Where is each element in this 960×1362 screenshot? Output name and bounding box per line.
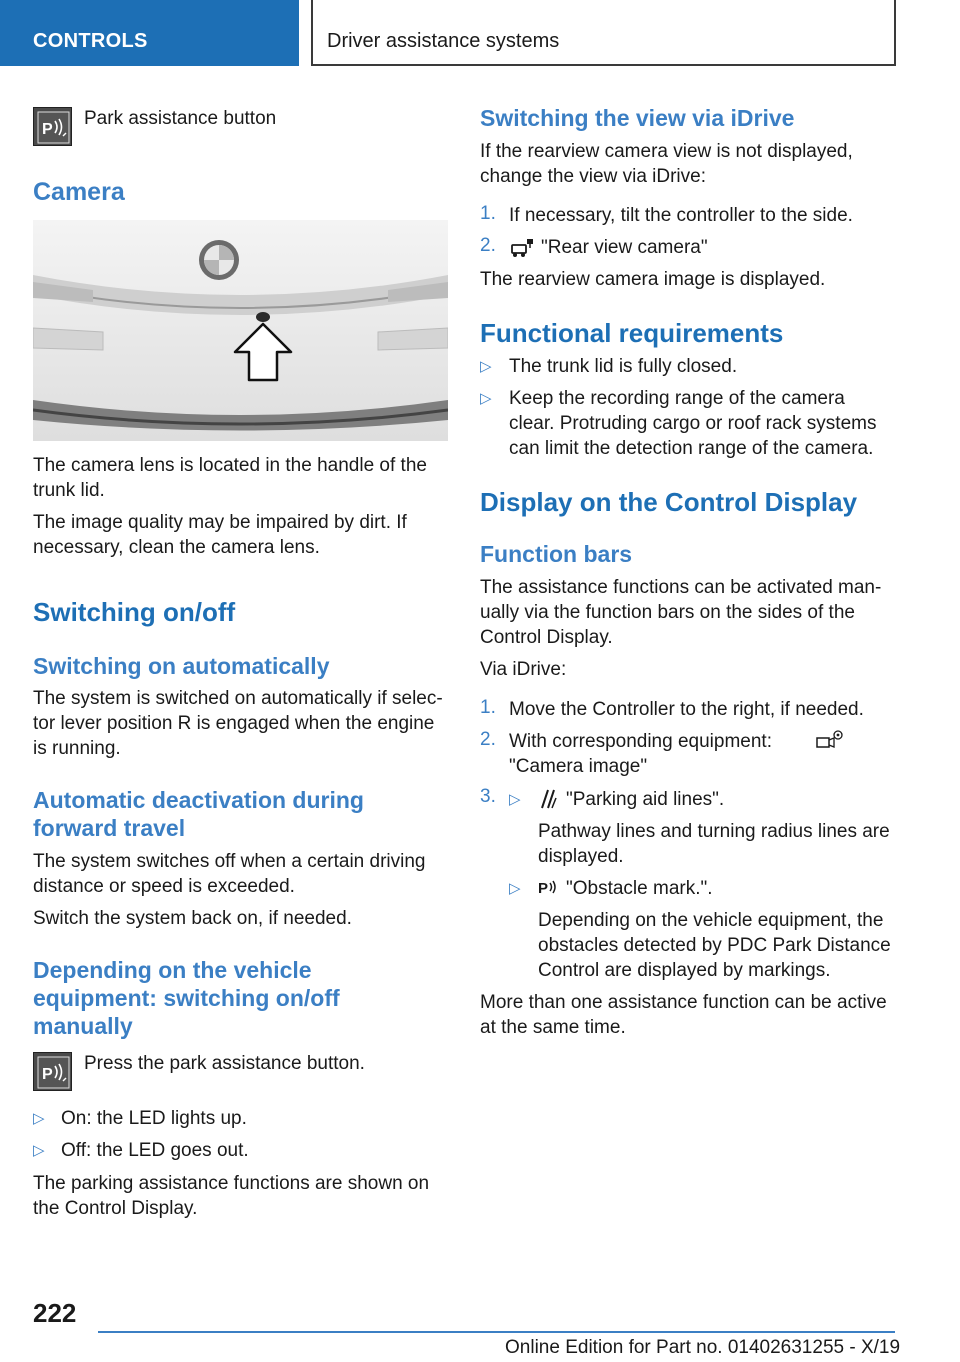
camera-p1: The camera lens is located in the handle of the trunk lid. — [33, 455, 427, 501]
view-p1-line2: change the view via iDrive: — [480, 166, 706, 187]
park-assist-button-icon — [33, 107, 72, 146]
step1-text: If necessary, tilt the controller to the side. — [509, 205, 853, 226]
svg-text:P: P — [42, 1066, 53, 1083]
manual-button-caption: Press the park assistance button. — [84, 1053, 365, 1074]
s1-text: Move the Controller to the right, if needed. — [509, 699, 864, 720]
manual-heading-line1: Depending on the vehicle — [33, 957, 312, 983]
svg-text:P: P — [538, 880, 549, 897]
auto-p1-line2: tor lever position R is engaged when the engine — [33, 713, 435, 734]
right-final-line1: More than one assistance function can be active — [480, 992, 887, 1013]
camera-p2: The image quality may be impaired by dirt. If necessary, clean the camera lens. — [33, 512, 407, 558]
display-heading: Display on the Control Display — [480, 487, 858, 517]
s3a-p-line1: Pathway lines and turning radius lines are — [538, 821, 890, 842]
deact-p1-line1: The system switches off when a certain driving — [33, 851, 426, 872]
req2-line1: Keep the recording range of the camera — [509, 388, 845, 409]
deact-p1-line2: distance or speed is exceeded. — [33, 876, 295, 897]
park-button-caption: Park assistance button — [84, 108, 277, 129]
s3b-text: "Obstacle mark.". — [566, 878, 713, 899]
section-title: CONTROLS — [33, 30, 148, 52]
rear-camera-icon — [509, 236, 535, 263]
triangle-right-icon: ▷ — [480, 358, 492, 375]
camera-settings-icon — [814, 728, 844, 757]
s3-number: 3. — [480, 786, 496, 807]
bars-p1-line2: ually via the function bars on the sides of the — [480, 602, 855, 623]
chapter-title: Driver assistance systems — [327, 30, 560, 52]
s3b-p-line1: Depending on the vehicle equipment, the — [538, 910, 884, 931]
s3a-text: "Parking aid lines". — [566, 789, 725, 810]
view-p2: The rearview camera image is displayed. — [480, 269, 826, 290]
requirements-heading: Functional requirements — [480, 318, 784, 348]
right-final-line2: at the same time. — [480, 1017, 626, 1038]
s2-number: 2. — [480, 729, 496, 750]
obstacle-mark-icon — [538, 875, 560, 904]
auto-p1-line1: The system is switched on automatically if selec‐ — [33, 688, 443, 709]
final-p-line2: the Control Display. — [33, 1198, 198, 1219]
req1: The trunk lid is fully closed. — [509, 356, 738, 377]
page-header — [0, 0, 960, 66]
edition-note: Online Edition for Part no. 01402631255 - X/19 — [505, 1337, 901, 1358]
auto-heading: Switching on automatically — [33, 653, 330, 679]
triangle-right-icon: ▷ — [33, 1110, 45, 1127]
req2-line2: clear. Protruding cargo or roof rack systems — [509, 413, 877, 434]
parking-lines-icon — [538, 786, 558, 815]
chapter-box — [311, 0, 896, 66]
park-assist-button-icon — [33, 1052, 72, 1091]
final-p-line1: The parking assistance functions are shown on — [33, 1173, 430, 1194]
s2-text-a: With corresponding equipment: — [509, 731, 772, 752]
camera-location-photo — [33, 220, 448, 441]
s1-number: 1. — [480, 697, 496, 718]
deact-heading-line2: forward travel — [33, 815, 186, 841]
manual-heading-line2: equipment: switching on/off — [33, 985, 340, 1011]
section-tab — [0, 0, 299, 66]
deact-p2: Switch the system back on, if needed. — [33, 908, 352, 929]
bars-p1-line1: The assistance functions can be activated man‐ — [480, 577, 882, 598]
view-heading: Switching the view via iDrive — [480, 105, 795, 131]
s3b-p-line2: obstacles detected by PDC Park Distance — [538, 935, 891, 956]
page-number: 222 — [33, 1298, 77, 1328]
manual-heading-line3: manually — [33, 1013, 133, 1039]
step1-number: 1. — [480, 203, 496, 224]
bars-p1-line3: Control Display. — [480, 627, 613, 648]
auto-p1-line3: is running. — [33, 738, 121, 759]
svg-text:P: P — [42, 121, 53, 138]
triangle-right-icon: ▷ — [480, 390, 492, 407]
step2-text: "Rear view camera" — [541, 237, 708, 258]
view-p1-line1: If the rearview camera view is not displayed, — [480, 141, 853, 162]
off-item: Off: the LED goes out. — [61, 1140, 249, 1161]
footer-divider — [98, 1331, 895, 1333]
s3a-p-line2: displayed. — [538, 846, 624, 867]
bars-heading: Function bars — [480, 541, 633, 567]
triangle-right-icon: ▷ — [33, 1142, 45, 1159]
on-item: On: the LED lights up. — [61, 1108, 247, 1129]
req2-line3: can limit the detection range of the camera. — [509, 438, 874, 459]
s2-text-b: "Camera image" — [509, 756, 648, 777]
camera-heading: Camera — [33, 178, 125, 206]
triangle-right-icon: ▷ — [509, 880, 521, 897]
s3b-p-line3: Control are displayed by markings. — [538, 960, 831, 981]
triangle-right-icon: ▷ — [509, 791, 521, 808]
step2-number: 2. — [480, 235, 496, 256]
switching-heading: Switching on/off — [33, 597, 236, 627]
via-idrive: Via iDrive: — [480, 659, 567, 680]
deact-heading-line1: Automatic deactivation during — [33, 787, 364, 813]
